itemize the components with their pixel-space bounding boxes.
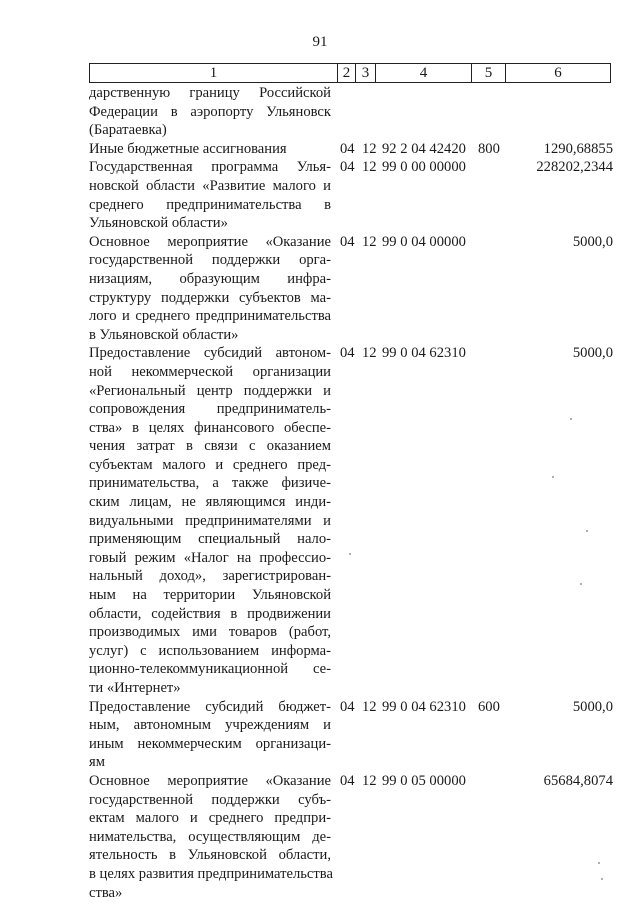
target-article-code: 99 0 04 62310	[382, 698, 466, 715]
row-description	[89, 84, 331, 140]
description-line: в Ульяновской области»	[89, 326, 239, 343]
table-row	[89, 698, 619, 772]
row-description	[89, 344, 331, 697]
row-description	[89, 233, 331, 345]
expense-type-code: 600	[478, 698, 500, 715]
column-header-2: 2	[338, 64, 356, 82]
table-row	[89, 84, 619, 140]
description-line: Иные бюджетные ассигнования	[89, 140, 287, 157]
description-line: государственной поддержки орга-	[89, 252, 331, 269]
description-line: сопровождения предприниматель-	[89, 401, 331, 418]
amount-value: 1290,68855	[543, 140, 613, 157]
description-line: ям	[89, 754, 105, 771]
scan-speck	[586, 530, 588, 532]
table-row	[89, 140, 619, 159]
description-line: Государственная программа Улья-	[89, 159, 331, 176]
section-code: 04	[340, 345, 355, 362]
target-article-code: 99 0 05 00000	[382, 772, 466, 789]
description-line: услуг) с использованием информа-	[89, 642, 331, 659]
table-row	[89, 344, 619, 697]
description-line: Основное мероприятие «Оказание	[89, 772, 331, 789]
description-line: ектам малого и среднего предпри-	[89, 810, 331, 827]
description-line: низациям, образующим инфра-	[89, 270, 331, 287]
description-line: ной некоммерческой организации	[89, 363, 331, 380]
subsection-code: 12	[362, 345, 377, 362]
description-line: Предоставление субсидий бюджет-	[89, 698, 331, 715]
page-number: 91	[312, 34, 328, 50]
subsection-code: 12	[362, 233, 377, 250]
description-line: ционно-телекоммуникационной се-	[89, 661, 331, 678]
target-article-code: 99 0 04 00000	[382, 233, 466, 250]
target-article-code: 92 2 04 42420	[382, 140, 466, 157]
description-line: (Баратаевка)	[89, 122, 167, 139]
amount-value: 65684,8074	[543, 772, 613, 789]
amount-value: 5000,0	[572, 345, 613, 362]
description-line: применяющим специальный нало-	[89, 531, 331, 548]
description-line: ства»	[89, 884, 123, 901]
description-line: нальный доход», зарегистрирован-	[89, 568, 331, 585]
row-description	[89, 140, 331, 159]
description-line: иным некоммерческим организаци-	[89, 735, 331, 752]
table-row	[89, 772, 619, 902]
amount-value: 5000,0	[572, 233, 613, 250]
target-article-code: 99 0 00 00000	[382, 159, 466, 176]
target-article-code: 99 0 04 62310	[382, 345, 466, 362]
description-line: среднего предпринимательства в	[89, 196, 331, 213]
description-line: ным на территории Ульяновской	[89, 587, 331, 604]
description-line: Основное мероприятие «Оказание	[89, 233, 331, 250]
column-header-3: 3	[356, 64, 376, 82]
scan-speck	[349, 553, 351, 555]
description-line: ным, автономным учреждениям и	[89, 717, 331, 734]
column-header-1: 1	[90, 64, 338, 82]
section-code: 04	[340, 159, 355, 176]
description-line: области, содействия в продвижении	[89, 605, 331, 622]
section-code: 04	[340, 140, 355, 157]
description-line: ятельность в Ульяновской области,	[89, 847, 331, 864]
scan-speck	[598, 862, 600, 864]
description-line: новской области «Развитие малого и	[89, 177, 331, 194]
description-line: Предоставление субсидий автоном-	[89, 345, 331, 362]
scan-speck	[552, 476, 554, 478]
description-line: государственной поддержки субъ-	[89, 791, 331, 808]
description-line: ским лицам, не являющимся инди-	[89, 494, 331, 511]
description-line: Ульяновской области»	[89, 215, 228, 232]
description-line: дарственную границу Российской	[89, 85, 331, 101]
description-line: лого и среднего предпринимательства	[89, 308, 331, 325]
subsection-code: 12	[362, 159, 377, 176]
description-line: нимательства, осуществляющим де-	[89, 828, 331, 845]
description-line: ти «Интернет»	[89, 680, 181, 696]
description-line: «Региональный центр поддержки и	[89, 382, 331, 399]
description-line: производимых ими товаров (работ,	[89, 624, 331, 641]
row-description	[89, 158, 331, 232]
expense-type-code: 800	[478, 140, 500, 157]
description-line: ства» в целях финансового обеспе-	[89, 419, 331, 436]
section-code: 04	[340, 698, 355, 715]
column-header-4: 4	[376, 64, 472, 82]
column-header-6: 6	[554, 65, 562, 81]
description-line: принимательства, а также физиче-	[89, 475, 331, 492]
row-description	[89, 698, 331, 772]
subsection-code: 12	[362, 698, 377, 715]
budget-table-body	[89, 84, 619, 902]
subsection-code: 12	[362, 772, 377, 789]
amount-value: 228202,2344	[536, 159, 613, 176]
table-row	[89, 233, 619, 345]
amount-value: 5000,0	[572, 698, 613, 715]
table-row	[89, 158, 619, 232]
description-line: субъектам малого и среднего пред-	[89, 456, 331, 473]
subsection-code: 12	[362, 140, 377, 157]
description-line: чения затрат в связи с оказанием	[89, 438, 331, 455]
column-header-5: 5	[472, 64, 506, 82]
description-line: в целях развития предпринимательства	[89, 865, 333, 882]
description-line: структуру поддержки субъектов ма-	[89, 289, 331, 306]
scan-speck	[580, 583, 582, 585]
description-line: говый режим «Налог на профессио-	[89, 549, 331, 566]
scan-speck	[601, 878, 603, 880]
description-line: видуальными предпринимателями и	[89, 512, 331, 529]
scan-speck	[570, 418, 572, 420]
section-code: 04	[340, 772, 355, 789]
section-code: 04	[340, 233, 355, 250]
table-header	[89, 63, 611, 83]
row-description	[89, 772, 331, 902]
description-line: Федерации в аэропорту Ульяновск	[89, 103, 331, 120]
